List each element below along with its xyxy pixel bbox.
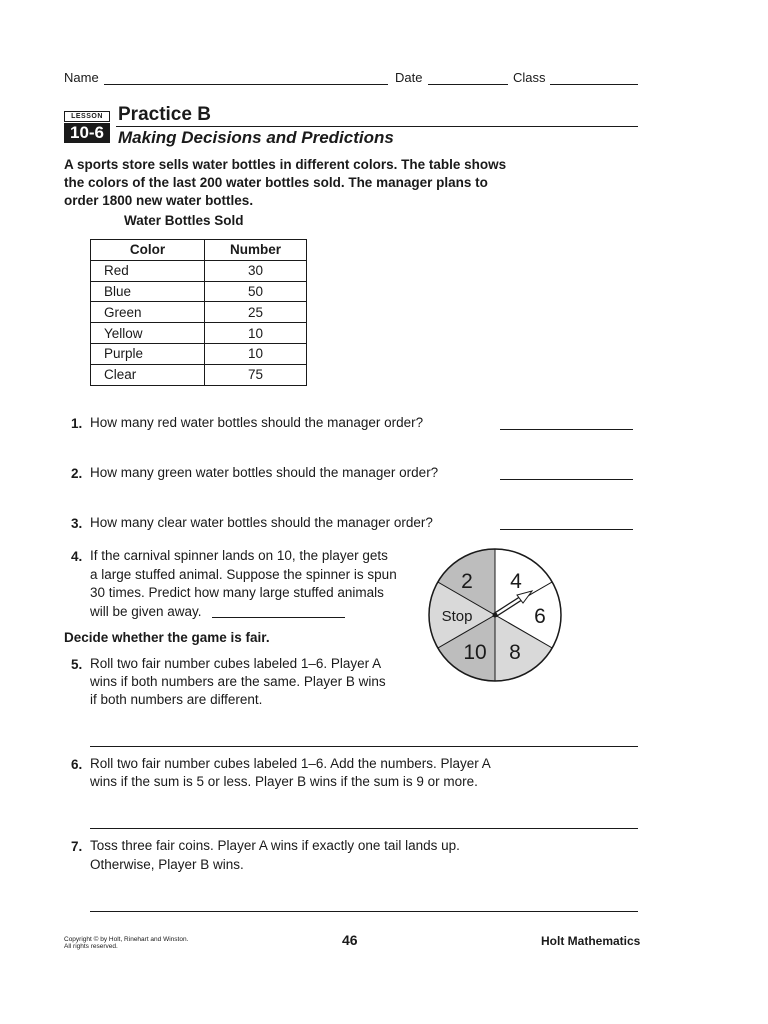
spinner-label-10: 10	[463, 641, 487, 664]
spinner-label-6: 6	[534, 605, 546, 628]
question-2-answer-line[interactable]	[500, 479, 633, 480]
question-7-line-2: Otherwise, Player B wins.	[90, 857, 244, 872]
question-6-line-2: wins if the sum is 5 or less. Player B wins if the sum is 9 or more.	[90, 774, 478, 789]
table-row	[91, 343, 307, 364]
question-4-number: 4.	[71, 549, 83, 564]
column-header-color: Color	[91, 240, 205, 261]
table-row	[91, 364, 307, 385]
spinner-figure	[426, 546, 564, 684]
question-7-number: 7.	[71, 839, 83, 854]
class-field-line[interactable]	[550, 84, 638, 85]
question-5-line-1: Roll two fair number cubes labeled 1–6. Player A	[90, 656, 382, 671]
cell-color: Red	[91, 260, 205, 281]
question-6-answer-line[interactable]	[90, 828, 638, 829]
question-2-number: 2.	[71, 466, 83, 481]
lesson-badge	[64, 111, 110, 143]
date-label: Date	[395, 70, 423, 85]
question-3-text: How many clear water bottles should the manager order?	[90, 515, 433, 530]
footer-copyright	[64, 936, 188, 950]
question-5-number: 5.	[71, 657, 83, 672]
cell-number: 50	[205, 281, 307, 302]
lesson-number: 10-6	[64, 123, 110, 143]
water-bottles-table	[90, 239, 307, 386]
cell-number: 25	[205, 302, 307, 323]
section-heading: Decide whether the game is fair.	[64, 630, 270, 645]
spinner-label-4: 4	[510, 570, 522, 593]
class-label: Class	[513, 70, 546, 85]
table-row	[91, 281, 307, 302]
name-label: Name	[64, 70, 99, 85]
page-number: 46	[342, 932, 358, 948]
question-2-text: How many green water bottles should the manager order?	[90, 465, 439, 480]
question-1-answer-line[interactable]	[500, 429, 633, 430]
question-5-answer-line[interactable]	[90, 746, 638, 747]
footer-brand: Holt Mathematics	[541, 934, 641, 948]
cell-color: Purple	[91, 343, 205, 364]
spinner-label-8: 8	[509, 641, 521, 664]
page-title: Practice B	[118, 104, 211, 125]
question-4-line-2: a large stuffed animal. Suppose the spinner is spun	[90, 567, 397, 582]
spinner-label-stop: Stop	[441, 608, 473, 625]
cell-color: Green	[91, 302, 205, 323]
cell-number: 30	[205, 260, 307, 281]
question-3-number: 3.	[71, 516, 83, 531]
question-5-line-2: wins if both numbers are the same. Player B wins	[90, 674, 386, 689]
cell-number: 75	[205, 364, 307, 385]
copyright-line-1: Copyright © by Holt, Rinehart and Winston.	[64, 936, 189, 943]
cell-color: Blue	[91, 281, 205, 302]
copyright-line-2: All rights reserved.	[64, 943, 118, 950]
question-1-text: How many red water bottles should the manager order?	[90, 415, 424, 430]
table-row	[91, 302, 307, 323]
cell-number: 10	[205, 343, 307, 364]
cell-number: 10	[205, 323, 307, 344]
name-field-line[interactable]	[104, 84, 388, 85]
question-5-line-3: if both numbers are different.	[90, 692, 263, 707]
question-4-line-1: If the carnival spinner lands on 10, the player gets	[90, 548, 388, 563]
question-3-answer-line[interactable]	[500, 529, 633, 530]
table-row	[91, 260, 307, 281]
spinner-label-2: 2	[461, 570, 473, 593]
cell-color: Yellow	[91, 323, 205, 344]
question-4-line-3: 30 times. Predict how many large stuffed animals	[90, 585, 384, 600]
question-1-number: 1.	[71, 416, 83, 431]
question-7-line-1: Toss three fair coins. Player A wins if exactly one tail lands up.	[90, 838, 460, 853]
question-6-line-1: Roll two fair number cubes labeled 1–6. Add the numbers. Player A	[90, 756, 491, 771]
title-divider	[116, 126, 638, 127]
table-title: Water Bottles Sold	[124, 213, 244, 228]
question-6-number: 6.	[71, 757, 83, 772]
table-header-row	[91, 240, 307, 261]
cell-color: Clear	[91, 364, 205, 385]
date-field-line[interactable]	[428, 84, 508, 85]
column-header-number: Number	[205, 240, 307, 261]
intro-paragraph: A sports store sells water bottles in different colors. The table shows the colors of the last 200 water bottles sold. The manager plans to order 1800 new water bottles.	[64, 157, 507, 208]
question-7-answer-line[interactable]	[90, 911, 638, 912]
table-row	[91, 323, 307, 344]
question-4-answer-line[interactable]	[212, 617, 345, 618]
question-4-line-4: will be given away.	[90, 604, 202, 619]
page-subtitle: Making Decisions and Predictions	[118, 128, 394, 147]
lesson-word: LESSON	[64, 111, 110, 122]
